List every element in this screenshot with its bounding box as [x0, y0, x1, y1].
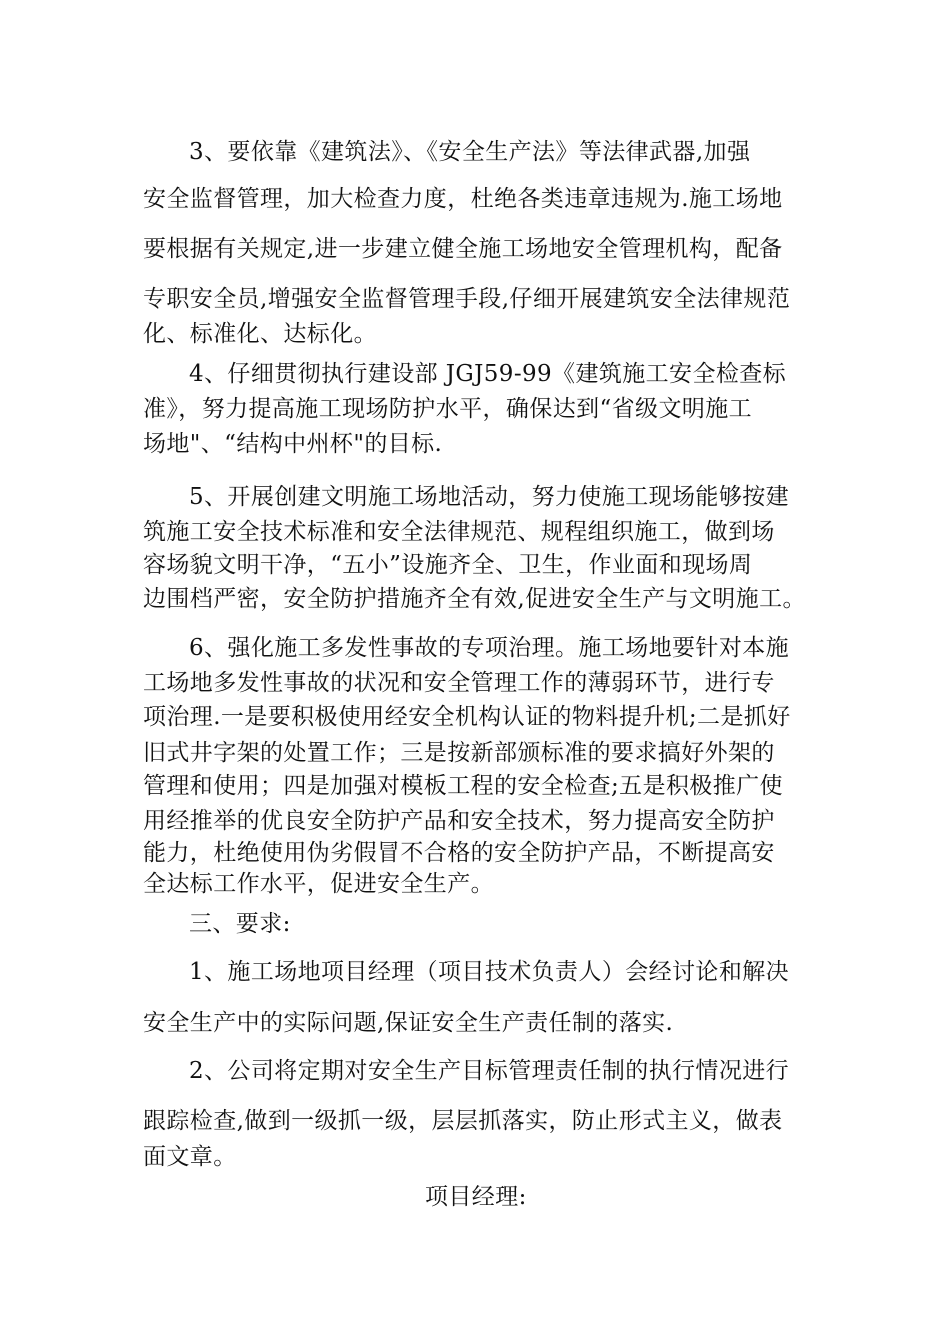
requirement-1-line-2: 安全生产中的实际问题,保证安全生产责任制的落实. [143, 1010, 674, 1036]
paragraph-3-line-3: 要根据有关规定,进一步建立健全施工场地安全管理机构，配备 [143, 236, 783, 262]
paragraph-6-line-7: 能力，杜绝使用伪劣假冒不合格的安全防护产品，不断提高安 [143, 840, 775, 866]
paragraph-4-line-2: 准》，努力提高施工现场防护水平，确保达到“省级文明施工 [143, 396, 753, 422]
requirement-2-line-1: 2、公司将定期对安全生产目标管理责任制的执行情况进行 [189, 1058, 790, 1084]
paragraph-6-line-1: 6、强化施工多发性事故的专项治理。施工场地要针对本施 [189, 635, 790, 661]
paragraph-4-line-3: 场地"、“结构中州杯"的目标. [143, 431, 443, 457]
requirement-1-line-1: 1、施工场地项目经理（项目技术负责人）会经讨论和解决 [189, 959, 790, 985]
paragraph-3-line-5: 化、标准化、达标化。 [143, 321, 377, 347]
paragraph-6-line-6: 用经推举的优良安全防护产品和安全技术，努力提高安全防护 [143, 808, 775, 834]
requirement-2-line-2: 跟踪检查,做到一级抓一级，层层抓落实，防止形式主义，做表 [143, 1108, 783, 1134]
paragraph-6-line-4: 旧式井字架的处置工作；三是按新部颁标准的要求搞好外架的 [143, 740, 775, 766]
paragraph-6-line-2: 工场地多发性事故的状况和安全管理工作的薄弱环节，进行专 [143, 670, 775, 696]
paragraph-5-line-1: 5、开展创建文明施工场地活动，努力使施工现场能够按建 [189, 484, 790, 510]
paragraph-3-line-2: 安全监督管理，加大检查力度，杜绝各类违章违规为.施工场地 [143, 186, 783, 212]
section-heading-requirements: 三、要求: [189, 911, 291, 937]
paragraph-4-line-1: 4、仔细贯彻执行建设部 JGJ59-99《建筑施工安全检查标 [189, 361, 787, 387]
paragraph-3-line-1: 3、要依靠《建筑法》、《安全生产法》等法律武器,加强 [189, 139, 751, 165]
requirement-2-line-3: 面文章。 [143, 1144, 237, 1170]
paragraph-5-line-3: 容场貌文明干净，“五小”设施齐全、卫生，作业面和现场周 [143, 552, 753, 578]
paragraph-6-line-5: 管理和使用；四是加强对模板工程的安全检查;五是积极推广使 [143, 773, 783, 799]
paragraph-5-line-4: 边围档严密，安全防护措施齐全有效,促进安全生产与文明施工。 [143, 586, 806, 612]
signature-project-manager: 项目经理: [425, 1184, 527, 1210]
paragraph-5-line-2: 筑施工安全技术标准和安全法律规范、规程组织施工，做到场 [143, 519, 775, 545]
paragraph-6-line-3: 项治理.一是要积极使用经安全机构认证的物料提升机;二是抓好 [143, 704, 791, 730]
paragraph-6-line-8: 全达标工作水平，促进安全生产。 [143, 871, 494, 897]
paragraph-3-line-4: 专职安全员,增强安全监督管理手段,仔细开展建筑安全法律规范 [143, 286, 791, 312]
